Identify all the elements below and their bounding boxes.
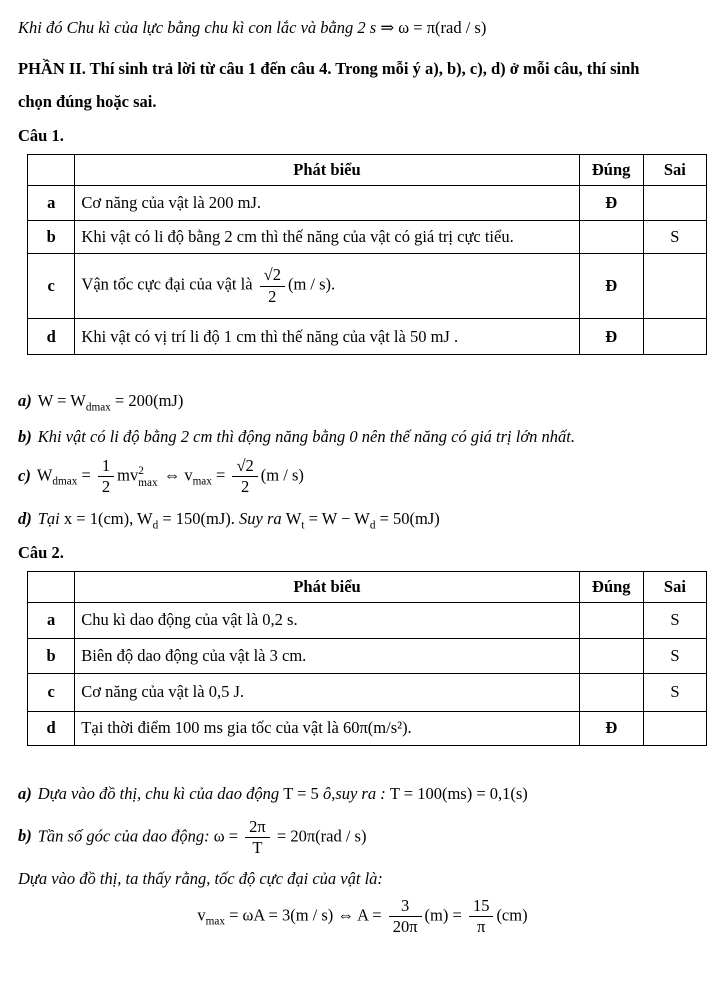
sai-cell: S: [643, 602, 706, 638]
cau2-title: Câu 2.: [18, 542, 64, 562]
part2-heading: [18, 52, 707, 118]
sai-cell: [643, 186, 706, 221]
formula-text: ⇔: [159, 465, 185, 485]
intro-line: [18, 18, 707, 38]
header-key-cell: [28, 571, 75, 602]
formula-text: v: [184, 465, 193, 485]
subscript: t: [301, 518, 305, 531]
cau2-solution-c-intro: Dựa vào đồ thị, ta thấy rằng, tốc độ cực đại của vật là:: [18, 869, 383, 889]
header-sai-cell: Sai: [643, 155, 706, 186]
statement-text: (m / s).: [287, 274, 336, 294]
row-key: a: [28, 186, 75, 221]
sup-sub-stack: 2 max: [138, 465, 158, 489]
formula-text: W: [285, 508, 302, 528]
fraction: $\frac{√2}{2}$: [232, 457, 257, 496]
cau2-table-header-row: [28, 571, 707, 602]
table-row: [28, 319, 707, 355]
table-row: [28, 254, 707, 319]
sai-cell: S: [643, 221, 706, 254]
header-statement-cell: Phát biểu: [75, 571, 579, 602]
table-row: [28, 221, 707, 254]
dung-cell: [579, 638, 643, 673]
solution-label: b): [18, 826, 32, 846]
subscript: d: [152, 518, 159, 531]
formula-text: = 200(mJ): [110, 391, 184, 410]
cau2-final-formula: [18, 897, 707, 936]
statement-cell: Chu kì dao động của vật là 0,2 s.: [75, 602, 579, 638]
formula-text: = 150(mJ).: [158, 508, 240, 528]
intro-formula: ⇒ ω = π(rad / s): [380, 18, 487, 37]
formula-text: = W − W: [304, 508, 370, 528]
cau1-table-header-row: [28, 155, 707, 186]
solution-label: a): [18, 783, 32, 803]
table-row: [28, 602, 707, 638]
header-statement-cell: Phát biểu: [75, 155, 579, 186]
formula-text: W: [36, 465, 53, 485]
fraction: $\frac{15}{\pi}$: [469, 897, 494, 936]
formula-text: (m / s): [260, 465, 304, 485]
table-row: [28, 673, 707, 711]
header-key-cell: [28, 155, 75, 186]
subscript: d: [369, 518, 376, 531]
fraction: $\frac{2\pi}{T}$: [245, 818, 270, 857]
statement-cell: Cơ năng của vật là 200 mJ.: [75, 186, 579, 221]
fraction: $\frac{√2}{2}$: [260, 266, 285, 305]
part2-heading-line2: chọn đúng hoặc sai.: [18, 92, 157, 111]
formula-text: ω =: [213, 826, 243, 846]
formula-text: x = 1(cm), W: [63, 508, 153, 528]
row-key: b: [28, 638, 75, 673]
solution-label: d): [18, 508, 32, 528]
sai-cell: [643, 319, 706, 355]
row-key: c: [28, 673, 75, 711]
formula-text: = 50(mJ): [375, 508, 440, 528]
subscript: dmax: [52, 476, 78, 489]
sai-cell: S: [643, 673, 706, 711]
statement-cell: [75, 254, 579, 319]
statement-cell: Khi vật có li độ bằng 2 cm thì thế năng của vật có giá trị cực tiểu.: [75, 221, 579, 254]
row-key: d: [28, 319, 75, 355]
sai-cell: [643, 254, 706, 319]
formula-text: T = 5: [283, 783, 319, 803]
formula-text: W = W: [37, 391, 86, 410]
header-dung-cell: Đúng: [579, 155, 643, 186]
row-key: b: [28, 221, 75, 254]
fraction: $\frac{1}{2}$: [98, 457, 114, 496]
solution-text: Suy ra: [239, 508, 286, 528]
dung-cell: [579, 221, 643, 254]
cau1-solution-b: [18, 427, 707, 447]
solution-text: ô,suy ra :: [318, 783, 390, 803]
row-key: a: [28, 602, 75, 638]
statement-cell: Tại thời điểm 100 ms gia tốc của vật là 60π(m/s²).: [75, 711, 579, 745]
dung-cell: Đ: [579, 186, 643, 221]
sai-cell: S: [643, 638, 706, 673]
formula-text: (m) =: [424, 905, 466, 925]
fraction: $\frac{3}{20\pi}$: [389, 897, 422, 936]
row-key: d: [28, 711, 75, 745]
formula-text: mv: [117, 465, 139, 485]
cau1-title: Câu 1.: [18, 126, 64, 145]
dung-cell: Đ: [579, 711, 643, 745]
header-dung-cell: Đúng: [579, 571, 643, 602]
dung-cell: Đ: [579, 319, 643, 355]
formula-text: =: [211, 465, 230, 485]
solution-text: Tại: [37, 508, 64, 528]
solution-text: Tần số góc của dao động:: [37, 826, 214, 846]
statement-cell: Cơ năng của vật là 0,5 J.: [75, 673, 579, 711]
subscript: max: [205, 915, 225, 928]
table-row: [28, 711, 707, 745]
formula-text: = ωA = 3(m / s) ⇔ A =: [224, 905, 386, 925]
statement-cell: Khi vật có vị trí li độ 1 cm thì thế năng của vật là 50 mJ .: [75, 319, 579, 355]
dung-cell: [579, 602, 643, 638]
cau2-table: [27, 571, 707, 746]
cau2-solution-b: [18, 818, 707, 857]
solution-text: Khi vật có li độ bằng 2 cm thì động năng bằng 0 nên thế năng có giá trị lớn nhất.: [37, 427, 575, 447]
statement-cell: Biên độ dao động của vật là 3 cm.: [75, 638, 579, 673]
intro-italic-text: Khi đó Chu kì của lực bằng chu kì con lắc và bằng 2 s: [18, 18, 381, 37]
table-row: [28, 638, 707, 673]
cau1-solution-a: [18, 391, 707, 413]
dung-cell: [579, 673, 643, 711]
cau2-solution-a: [18, 784, 707, 804]
header-sai-cell: Sai: [643, 571, 706, 602]
subscript: max: [192, 476, 212, 489]
solution-text: Dựa vào đồ thị, chu kì của dao động: [37, 783, 284, 803]
solution-label: a): [18, 391, 32, 410]
part2-heading-line1: PHẦN II. Thí sinh trả lời từ câu 1 đến câu 4. Trong mỗi ý a), b), c), d) ở mỗi câu, thí sinh: [18, 59, 640, 78]
cau1-table: [27, 154, 707, 355]
solution-label: c): [18, 465, 31, 485]
sai-cell: [643, 711, 706, 745]
formula-text: =: [77, 465, 95, 485]
cau1-solution-c: [18, 457, 707, 496]
formula-text: v: [197, 905, 206, 925]
solution-label: b): [18, 427, 32, 447]
statement-text: Vận tốc cực đại của vật là: [81, 274, 257, 294]
table-row: [28, 186, 707, 221]
subscript: dmax: [85, 401, 111, 414]
formula-text: = 20π(rad / s): [272, 826, 367, 846]
dung-cell: Đ: [579, 254, 643, 319]
formula-text: T = 100(ms) = 0,1(s): [389, 783, 528, 803]
cau1-solution-d: [18, 509, 707, 531]
formula-text: (cm): [496, 905, 528, 925]
row-key: c: [28, 254, 75, 319]
